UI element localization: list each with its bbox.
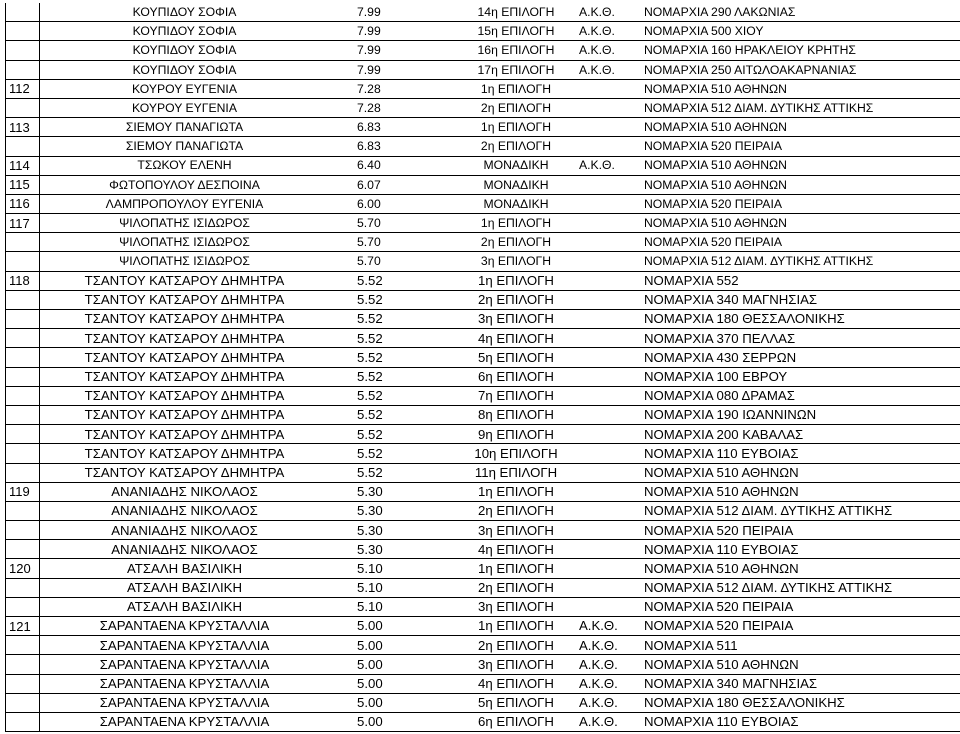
category-tag-cell: [573, 329, 636, 348]
choice-order-cell: 5η ΕΠΙΛΟΓΗ: [459, 693, 573, 712]
category-tag-cell: [573, 175, 636, 194]
category-tag-cell: [573, 233, 636, 252]
prefecture-cell: ΝΟΜΑΡΧΙΑ 510 ΑΘΗΝΩΝ: [636, 559, 960, 578]
rank-number-cell: [6, 290, 40, 309]
candidate-name-cell: ΣΑΡΑΝΤΑΕΝΑ ΚΡΥΣΤΑΛΛΙΑ: [40, 617, 330, 636]
prefecture-cell: ΝΟΜΑΡΧΙΑ 520 ΠΕΙΡΑΙΑ: [636, 521, 960, 540]
category-tag-cell: [573, 348, 636, 367]
candidate-name-cell: ΑΝΑΝΙΑΔΗΣ ΝΙΚΟΛΑΟΣ: [40, 521, 330, 540]
rank-number-cell: [6, 233, 40, 252]
choice-order-cell: 6η ΕΠΙΛΟΓΗ: [459, 712, 573, 731]
prefecture-cell: ΝΟΜΑΡΧΙΑ 110 ΕΥΒΟΙΑΣ: [636, 444, 960, 463]
prefecture-cell: ΝΟΜΑΡΧΙΑ 512 ΔΙΑΜ. ΔΥΤΙΚΗΣ ΑΤΤΙΚΗΣ: [636, 252, 960, 271]
table-row: [6, 463, 960, 482]
choice-order-cell: 6η ΕΠΙΛΟΓΗ: [459, 367, 573, 386]
table-row: [6, 79, 960, 98]
category-tag-cell: [573, 425, 636, 444]
candidate-name-cell: ΤΣΩΚΟΥ ΕΛΕΝΗ: [40, 156, 330, 175]
choice-order-cell: 14η ΕΠΙΛΟΓΗ: [459, 3, 573, 22]
score-cell: 5.30: [329, 482, 459, 501]
choice-order-cell: 1η ΕΠΙΛΟΓΗ: [459, 271, 573, 290]
prefecture-cell: ΝΟΜΑΡΧΙΑ 200 ΚΑΒΑΛΑΣ: [636, 425, 960, 444]
score-cell: 5.00: [329, 693, 459, 712]
table-row: [6, 22, 960, 41]
table-row: [6, 310, 960, 329]
table-row: [6, 559, 960, 578]
table-row: [6, 41, 960, 60]
score-cell: 5.30: [329, 521, 459, 540]
score-cell: 5.10: [329, 597, 459, 616]
choice-order-cell: 2η ΕΠΙΛΟΓΗ: [459, 578, 573, 597]
category-tag-cell: Α.Κ.Θ.: [573, 22, 636, 41]
candidate-name-cell: ΤΣΑΝΤΟΥ ΚΑΤΣΑΡΟΥ ΔΗΜΗΤΡΑ: [40, 329, 330, 348]
table-row: [6, 501, 960, 520]
category-tag-cell: [573, 501, 636, 520]
score-cell: 5.00: [329, 636, 459, 655]
score-cell: 6.83: [329, 137, 459, 156]
table-row: [6, 156, 960, 175]
score-cell: 5.52: [329, 367, 459, 386]
rank-number-cell: [6, 137, 40, 156]
category-tag-cell: Α.Κ.Θ.: [573, 3, 636, 22]
prefecture-cell: ΝΟΜΑΡΧΙΑ 500 ΧΙΟΥ: [636, 22, 960, 41]
choice-order-cell: 11η ΕΠΙΛΟΓΗ: [459, 463, 573, 482]
score-cell: 7.99: [329, 3, 459, 22]
table-row: [6, 655, 960, 674]
prefecture-cell: ΝΟΜΑΡΧΙΑ 290 ΛΑΚΩΝΙΑΣ: [636, 3, 960, 22]
choice-order-cell: 8η ΕΠΙΛΟΓΗ: [459, 405, 573, 424]
table-row: [6, 194, 960, 213]
rank-number-cell: 112: [6, 79, 40, 98]
prefecture-cell: ΝΟΜΑΡΧΙΑ 512 ΔΙΑΜ. ΔΥΤΙΚΗΣ ΑΤΤΙΚΗΣ: [636, 501, 960, 520]
rank-number-cell: 116: [6, 194, 40, 213]
score-cell: 5.52: [329, 310, 459, 329]
score-cell: 5.52: [329, 463, 459, 482]
score-cell: 7.99: [329, 60, 459, 79]
score-cell: 5.52: [329, 405, 459, 424]
category-tag-cell: [573, 482, 636, 501]
table-row: [6, 60, 960, 79]
table-row: [6, 693, 960, 712]
category-tag-cell: Α.Κ.Θ.: [573, 655, 636, 674]
rank-number-cell: [6, 636, 40, 655]
choice-order-cell: 10η ΕΠΙΛΟΓΗ: [459, 444, 573, 463]
candidate-name-cell: ΤΣΑΝΤΟΥ ΚΑΤΣΑΡΟΥ ΔΗΜΗΤΡΑ: [40, 444, 330, 463]
prefecture-cell: ΝΟΜΑΡΧΙΑ 510 ΑΘΗΝΩΝ: [636, 175, 960, 194]
score-cell: 6.00: [329, 194, 459, 213]
table-row: [6, 3, 960, 22]
category-tag-cell: Α.Κ.Θ.: [573, 693, 636, 712]
category-tag-cell: Α.Κ.Θ.: [573, 617, 636, 636]
choice-order-cell: 3η ΕΠΙΛΟΓΗ: [459, 597, 573, 616]
table-row: [6, 712, 960, 731]
choice-order-cell: 3η ΕΠΙΛΟΓΗ: [459, 252, 573, 271]
candidate-name-cell: ΚΟΥΠΙΔΟΥ ΣΟΦΙΑ: [40, 60, 330, 79]
candidate-name-cell: ΑΤΣΑΛΗ ΒΑΣΙΛΙΚΗ: [40, 559, 330, 578]
score-cell: 6.40: [329, 156, 459, 175]
rank-number-cell: [6, 463, 40, 482]
choice-order-cell: ΜΟΝΑΔΙΚΗ: [459, 175, 573, 194]
category-tag-cell: [573, 137, 636, 156]
choice-order-cell: 2η ΕΠΙΛΟΓΗ: [459, 636, 573, 655]
prefecture-cell: ΝΟΜΑΡΧΙΑ 110 ΕΥΒΟΙΑΣ: [636, 712, 960, 731]
candidate-name-cell: ΣΑΡΑΝΤΑΕΝΑ ΚΡΥΣΤΑΛΛΙΑ: [40, 636, 330, 655]
category-tag-cell: [573, 405, 636, 424]
prefecture-cell: ΝΟΜΑΡΧΙΑ 190 ΙΩΑΝΝΙΝΩΝ: [636, 405, 960, 424]
candidate-name-cell: ΣΑΡΑΝΤΑΕΝΑ ΚΡΥΣΤΑΛΛΙΑ: [40, 712, 330, 731]
category-tag-cell: [573, 463, 636, 482]
prefecture-cell: ΝΟΜΑΡΧΙΑ 511: [636, 636, 960, 655]
table-row: [6, 137, 960, 156]
rank-number-cell: 113: [6, 118, 40, 137]
prefecture-cell: ΝΟΜΑΡΧΙΑ 520 ΠΕΙΡΑΙΑ: [636, 233, 960, 252]
candidate-name-cell: ΣΙΕΜΟΥ ΠΑΝΑΓΙΩΤΑ: [40, 137, 330, 156]
category-tag-cell: [573, 214, 636, 233]
candidate-name-cell: ΤΣΑΝΤΟΥ ΚΑΤΣΑΡΟΥ ΔΗΜΗΤΡΑ: [40, 386, 330, 405]
table-row: [6, 271, 960, 290]
rank-number-cell: [6, 3, 40, 22]
prefecture-cell: ΝΟΜΑΡΧΙΑ 340 ΜΑΓΝΗΣΙΑΣ: [636, 290, 960, 309]
choice-order-cell: 5η ΕΠΙΛΟΓΗ: [459, 348, 573, 367]
prefecture-cell: ΝΟΜΑΡΧΙΑ 180 ΘΕΣΣΑΛΟΝΙΚΗΣ: [636, 693, 960, 712]
score-cell: 5.30: [329, 501, 459, 520]
category-tag-cell: [573, 386, 636, 405]
prefecture-cell: ΝΟΜΑΡΧΙΑ 520 ΠΕΙΡΑΙΑ: [636, 597, 960, 616]
score-cell: 5.10: [329, 578, 459, 597]
prefecture-cell: ΝΟΜΑΡΧΙΑ 512 ΔΙΑΜ. ΔΥΤΙΚΗΣ ΑΤΤΙΚΗΣ: [636, 578, 960, 597]
candidate-name-cell: ΤΣΑΝΤΟΥ ΚΑΤΣΑΡΟΥ ΔΗΜΗΤΡΑ: [40, 348, 330, 367]
score-cell: 5.00: [329, 674, 459, 693]
table-row: [6, 329, 960, 348]
category-tag-cell: [573, 194, 636, 213]
choice-order-cell: 1η ΕΠΙΛΟΓΗ: [459, 79, 573, 98]
table-row: [6, 98, 960, 117]
category-tag-cell: Α.Κ.Θ.: [573, 156, 636, 175]
rank-number-cell: [6, 329, 40, 348]
category-tag-cell: [573, 367, 636, 386]
choice-order-cell: 2η ΕΠΙΛΟΓΗ: [459, 137, 573, 156]
prefecture-cell: ΝΟΜΑΡΧΙΑ 370 ΠΕΛΛΑΣ: [636, 329, 960, 348]
choice-order-cell: 1η ΕΠΙΛΟΓΗ: [459, 482, 573, 501]
choice-order-cell: 4η ΕΠΙΛΟΓΗ: [459, 540, 573, 559]
prefecture-cell: ΝΟΜΑΡΧΙΑ 430 ΣΕΡΡΩΝ: [636, 348, 960, 367]
prefecture-cell: ΝΟΜΑΡΧΙΑ 510 ΑΘΗΝΩΝ: [636, 655, 960, 674]
rank-number-cell: [6, 252, 40, 271]
score-cell: 7.28: [329, 98, 459, 117]
candidate-name-cell: ΣΑΡΑΝΤΑΕΝΑ ΚΡΥΣΤΑΛΛΙΑ: [40, 655, 330, 674]
choice-order-cell: 2η ΕΠΙΛΟΓΗ: [459, 290, 573, 309]
prefecture-cell: ΝΟΜΑΡΧΙΑ 080 ΔΡΑΜΑΣ: [636, 386, 960, 405]
score-cell: 5.52: [329, 290, 459, 309]
category-tag-cell: [573, 597, 636, 616]
table-row: [6, 214, 960, 233]
score-cell: 5.70: [329, 233, 459, 252]
choice-order-cell: 1η ΕΠΙΛΟΓΗ: [459, 559, 573, 578]
table-row: [6, 405, 960, 424]
rank-number-cell: [6, 578, 40, 597]
choice-order-cell: ΜΟΝΑΔΙΚΗ: [459, 156, 573, 175]
score-cell: 5.52: [329, 386, 459, 405]
candidate-name-cell: ΤΣΑΝΤΟΥ ΚΑΤΣΑΡΟΥ ΔΗΜΗΤΡΑ: [40, 310, 330, 329]
rank-number-cell: [6, 597, 40, 616]
score-cell: 5.30: [329, 540, 459, 559]
rank-number-cell: [6, 60, 40, 79]
candidate-name-cell: ΣΑΡΑΝΤΑΕΝΑ ΚΡΥΣΤΑΛΛΙΑ: [40, 674, 330, 693]
table-row: [6, 597, 960, 616]
candidate-name-cell: ΤΣΑΝΤΟΥ ΚΑΤΣΑΡΟΥ ΔΗΜΗΤΡΑ: [40, 290, 330, 309]
prefecture-cell: ΝΟΜΑΡΧΙΑ 510 ΑΘΗΝΩΝ: [636, 118, 960, 137]
table-row: [6, 425, 960, 444]
candidate-name-cell: ΚΟΥΡΟΥ ΕΥΓΕΝΙΑ: [40, 98, 330, 117]
rank-number-cell: [6, 405, 40, 424]
table-row: [6, 636, 960, 655]
rank-number-cell: [6, 22, 40, 41]
table-row: [6, 578, 960, 597]
prefecture-cell: ΝΟΜΑΡΧΙΑ 110 ΕΥΒΟΙΑΣ: [636, 540, 960, 559]
choice-order-cell: 1η ΕΠΙΛΟΓΗ: [459, 214, 573, 233]
score-cell: 6.83: [329, 118, 459, 137]
prefecture-cell: ΝΟΜΑΡΧΙΑ 520 ΠΕΙΡΑΙΑ: [636, 137, 960, 156]
table-row: [6, 233, 960, 252]
score-cell: 5.00: [329, 712, 459, 731]
rank-number-cell: [6, 425, 40, 444]
candidate-name-cell: ΤΣΑΝΤΟΥ ΚΑΤΣΑΡΟΥ ΔΗΜΗΤΡΑ: [40, 405, 330, 424]
score-cell: 5.52: [329, 348, 459, 367]
prefecture-cell: ΝΟΜΑΡΧΙΑ 520 ΠΕΙΡΑΙΑ: [636, 194, 960, 213]
rank-number-cell: [6, 501, 40, 520]
prefecture-cell: ΝΟΜΑΡΧΙΑ 512 ΔΙΑΜ. ΔΥΤΙΚΗΣ ΑΤΤΙΚΗΣ: [636, 98, 960, 117]
category-tag-cell: [573, 98, 636, 117]
choice-order-cell: 15η ΕΠΙΛΟΓΗ: [459, 22, 573, 41]
category-tag-cell: Α.Κ.Θ.: [573, 712, 636, 731]
table-row: [6, 521, 960, 540]
score-cell: 5.00: [329, 617, 459, 636]
score-cell: 5.70: [329, 252, 459, 271]
table-row: [6, 482, 960, 501]
rank-number-cell: 115: [6, 175, 40, 194]
rank-number-cell: 119: [6, 482, 40, 501]
table-row: [6, 290, 960, 309]
candidate-name-cell: ΑΤΣΑΛΗ ΒΑΣΙΛΙΚΗ: [40, 597, 330, 616]
choice-order-cell: 3η ΕΠΙΛΟΓΗ: [459, 310, 573, 329]
category-tag-cell: Α.Κ.Θ.: [573, 60, 636, 79]
score-cell: 7.99: [329, 41, 459, 60]
candidate-name-cell: ΚΟΥΠΙΔΟΥ ΣΟΦΙΑ: [40, 3, 330, 22]
choice-order-cell: 2η ΕΠΙΛΟΓΗ: [459, 501, 573, 520]
rank-number-cell: [6, 655, 40, 674]
score-cell: 5.10: [329, 559, 459, 578]
candidate-name-cell: ΦΩΤΟΠΟΥΛΟΥ ΔΕΣΠΟΙΝΑ: [40, 175, 330, 194]
score-cell: 5.70: [329, 214, 459, 233]
category-tag-cell: [573, 79, 636, 98]
table-row: [6, 386, 960, 405]
rank-number-cell: [6, 41, 40, 60]
candidates-table: [5, 3, 960, 732]
choice-order-cell: 1η ΕΠΙΛΟΓΗ: [459, 118, 573, 137]
rank-number-cell: 121: [6, 617, 40, 636]
candidate-name-cell: ΤΣΑΝΤΟΥ ΚΑΤΣΑΡΟΥ ΔΗΜΗΤΡΑ: [40, 271, 330, 290]
prefecture-cell: ΝΟΜΑΡΧΙΑ 250 ΑΙΤΩΛΟΑΚΑΡΝΑΝΙΑΣ: [636, 60, 960, 79]
category-tag-cell: [573, 444, 636, 463]
category-tag-cell: [573, 290, 636, 309]
prefecture-cell: ΝΟΜΑΡΧΙΑ 520 ΠΕΙΡΑΙΑ: [636, 617, 960, 636]
score-cell: 7.99: [329, 22, 459, 41]
candidate-name-cell: ΑΝΑΝΙΑΔΗΣ ΝΙΚΟΛΑΟΣ: [40, 540, 330, 559]
category-tag-cell: [573, 118, 636, 137]
prefecture-cell: ΝΟΜΑΡΧΙΑ 510 ΑΘΗΝΩΝ: [636, 156, 960, 175]
choice-order-cell: 17η ΕΠΙΛΟΓΗ: [459, 60, 573, 79]
category-tag-cell: [573, 310, 636, 329]
prefecture-cell: ΝΟΜΑΡΧΙΑ 100 ΕΒΡΟΥ: [636, 367, 960, 386]
rank-number-cell: [6, 367, 40, 386]
candidate-name-cell: ΛΑΜΠΡΟΠΟΥΛΟΥ ΕΥΓΕΝΙΑ: [40, 194, 330, 213]
candidate-name-cell: ΨΙΛΟΠΑΤΗΣ ΙΣΙΔΩΡΟΣ: [40, 214, 330, 233]
prefecture-cell: ΝΟΜΑΡΧΙΑ 180 ΘΕΣΣΑΛΟΝΙΚΗΣ: [636, 310, 960, 329]
category-tag-cell: Α.Κ.Θ.: [573, 636, 636, 655]
rank-number-cell: [6, 386, 40, 405]
prefecture-cell: ΝΟΜΑΡΧΙΑ 552: [636, 271, 960, 290]
score-cell: 5.52: [329, 329, 459, 348]
category-tag-cell: [573, 271, 636, 290]
table-row: [6, 540, 960, 559]
rank-number-cell: [6, 693, 40, 712]
category-tag-cell: [573, 540, 636, 559]
prefecture-cell: ΝΟΜΑΡΧΙΑ 160 ΗΡΑΚΛΕΙΟΥ ΚΡΗΤΗΣ: [636, 41, 960, 60]
rank-number-cell: [6, 98, 40, 117]
candidate-name-cell: ΚΟΥΠΙΔΟΥ ΣΟΦΙΑ: [40, 22, 330, 41]
table-row: [6, 348, 960, 367]
prefecture-cell: ΝΟΜΑΡΧΙΑ 510 ΑΘΗΝΩΝ: [636, 482, 960, 501]
choice-order-cell: ΜΟΝΑΔΙΚΗ: [459, 194, 573, 213]
prefecture-cell: ΝΟΜΑΡΧΙΑ 340 ΜΑΓΝΗΣΙΑΣ: [636, 674, 960, 693]
category-tag-cell: Α.Κ.Θ.: [573, 674, 636, 693]
candidate-name-cell: ΣΑΡΑΝΤΑΕΝΑ ΚΡΥΣΤΑΛΛΙΑ: [40, 693, 330, 712]
rank-number-cell: 114: [6, 156, 40, 175]
table-row: [6, 444, 960, 463]
rank-number-cell: [6, 348, 40, 367]
category-tag-cell: [573, 578, 636, 597]
rank-number-cell: 120: [6, 559, 40, 578]
rank-number-cell: [6, 674, 40, 693]
table-row: [6, 674, 960, 693]
category-tag-cell: [573, 521, 636, 540]
candidate-name-cell: ΨΙΛΟΠΑΤΗΣ ΙΣΙΔΩΡΟΣ: [40, 252, 330, 271]
candidate-name-cell: ΚΟΥΡΟΥ ΕΥΓΕΝΙΑ: [40, 79, 330, 98]
candidate-name-cell: ΤΣΑΝΤΟΥ ΚΑΤΣΑΡΟΥ ΔΗΜΗΤΡΑ: [40, 425, 330, 444]
score-cell: 5.52: [329, 444, 459, 463]
rank-number-cell: [6, 521, 40, 540]
choice-order-cell: 3η ΕΠΙΛΟΓΗ: [459, 655, 573, 674]
choice-order-cell: 4η ΕΠΙΛΟΓΗ: [459, 674, 573, 693]
category-tag-cell: [573, 559, 636, 578]
table-row: [6, 367, 960, 386]
candidate-name-cell: ΑΝΑΝΙΑΔΗΣ ΝΙΚΟΛΑΟΣ: [40, 501, 330, 520]
choice-order-cell: 9η ΕΠΙΛΟΓΗ: [459, 425, 573, 444]
choice-order-cell: 16η ΕΠΙΛΟΓΗ: [459, 41, 573, 60]
rank-number-cell: [6, 540, 40, 559]
choice-order-cell: 2η ΕΠΙΛΟΓΗ: [459, 233, 573, 252]
score-cell: 5.52: [329, 271, 459, 290]
candidate-name-cell: ΤΣΑΝΤΟΥ ΚΑΤΣΑΡΟΥ ΔΗΜΗΤΡΑ: [40, 463, 330, 482]
rank-number-cell: [6, 444, 40, 463]
table-row: [6, 175, 960, 194]
candidates-table-body: [6, 3, 960, 732]
rank-number-cell: [6, 310, 40, 329]
score-cell: 7.28: [329, 79, 459, 98]
category-tag-cell: [573, 252, 636, 271]
rank-number-cell: [6, 712, 40, 731]
rank-number-cell: 118: [6, 271, 40, 290]
choice-order-cell: 2η ΕΠΙΛΟΓΗ: [459, 98, 573, 117]
candidate-name-cell: ΑΝΑΝΙΑΔΗΣ ΝΙΚΟΛΑΟΣ: [40, 482, 330, 501]
candidate-name-cell: ΑΤΣΑΛΗ ΒΑΣΙΛΙΚΗ: [40, 578, 330, 597]
choice-order-cell: 3η ΕΠΙΛΟΓΗ: [459, 521, 573, 540]
candidate-name-cell: ΤΣΑΝΤΟΥ ΚΑΤΣΑΡΟΥ ΔΗΜΗΤΡΑ: [40, 367, 330, 386]
prefecture-cell: ΝΟΜΑΡΧΙΑ 510 ΑΘΗΝΩΝ: [636, 214, 960, 233]
prefecture-cell: ΝΟΜΑΡΧΙΑ 510 ΑΘΗΝΩΝ: [636, 463, 960, 482]
candidate-name-cell: ΚΟΥΠΙΔΟΥ ΣΟΦΙΑ: [40, 41, 330, 60]
prefecture-cell: ΝΟΜΑΡΧΙΑ 510 ΑΘΗΝΩΝ: [636, 79, 960, 98]
table-row: [6, 252, 960, 271]
score-cell: 5.52: [329, 425, 459, 444]
candidate-name-cell: ΨΙΛΟΠΑΤΗΣ ΙΣΙΔΩΡΟΣ: [40, 233, 330, 252]
score-cell: 6.07: [329, 175, 459, 194]
table-row: [6, 617, 960, 636]
score-cell: 5.00: [329, 655, 459, 674]
table-row: [6, 118, 960, 137]
choice-order-cell: 7η ΕΠΙΛΟΓΗ: [459, 386, 573, 405]
candidate-name-cell: ΣΙΕΜΟΥ ΠΑΝΑΓΙΩΤΑ: [40, 118, 330, 137]
choice-order-cell: 1η ΕΠΙΛΟΓΗ: [459, 617, 573, 636]
choice-order-cell: 4η ΕΠΙΛΟΓΗ: [459, 329, 573, 348]
rank-number-cell: 117: [6, 214, 40, 233]
category-tag-cell: Α.Κ.Θ.: [573, 41, 636, 60]
